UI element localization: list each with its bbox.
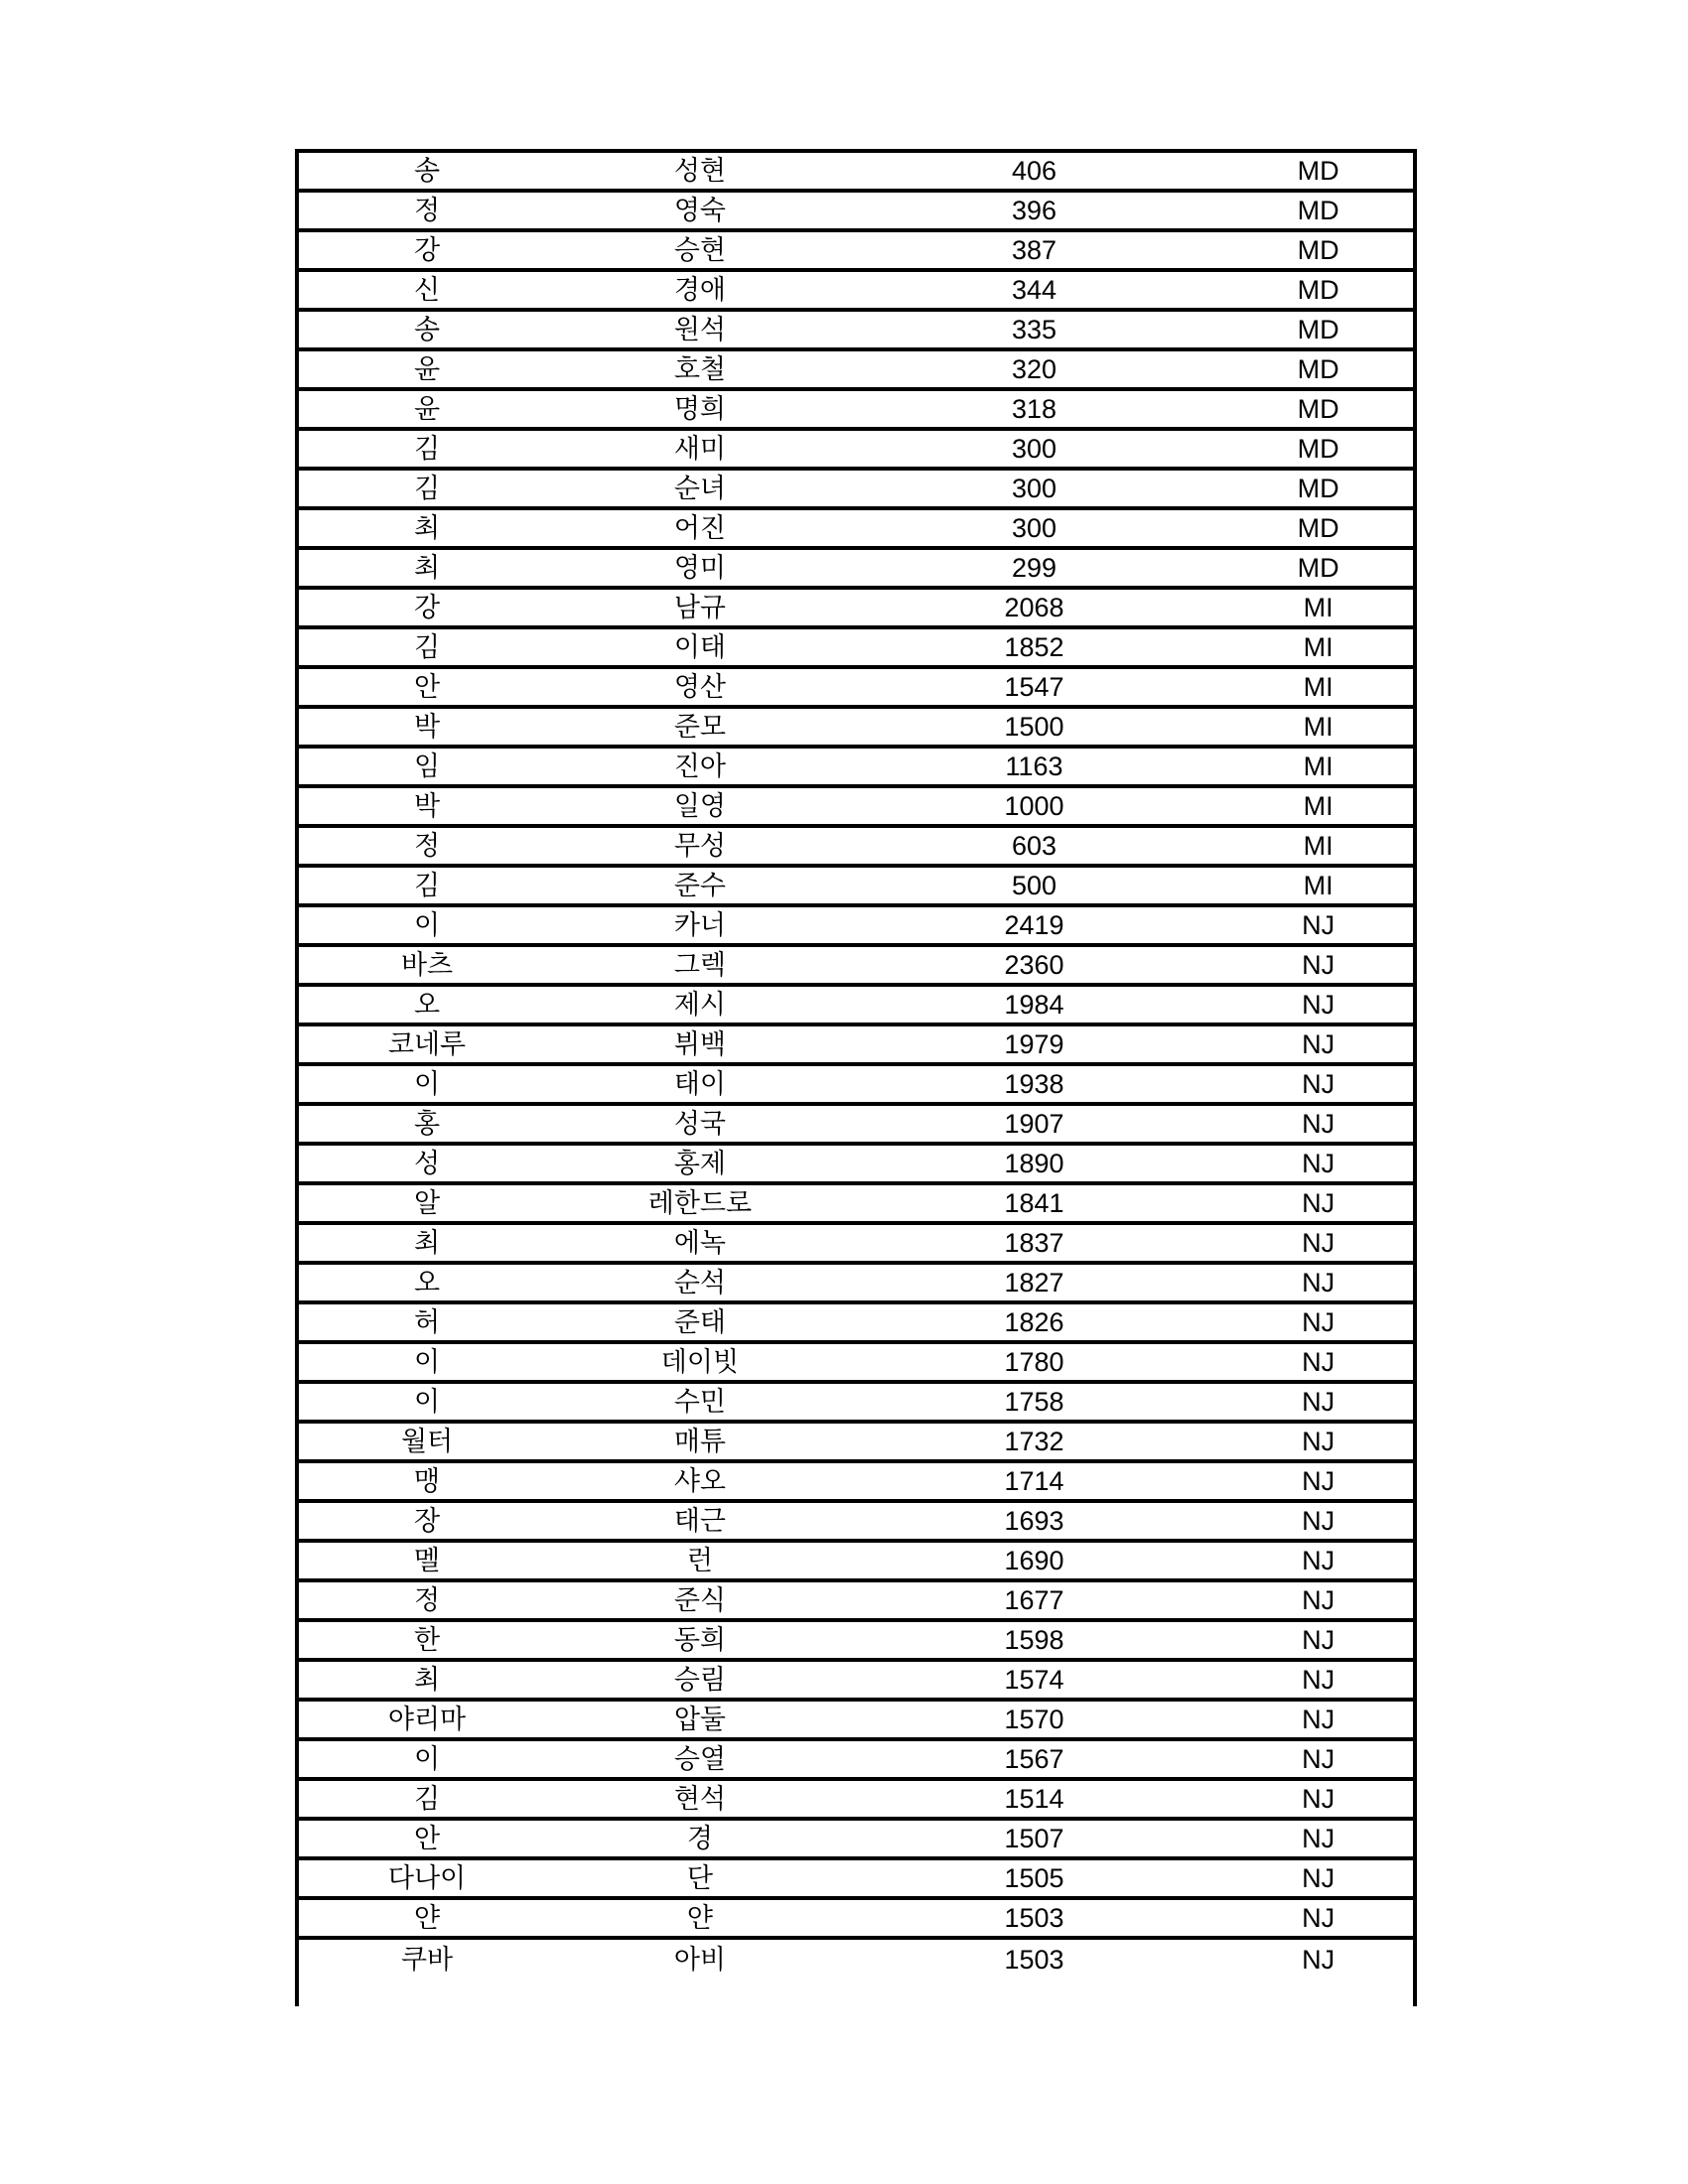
cell-last-name: 성 xyxy=(413,1149,441,1178)
cell-first-name: 승열 xyxy=(673,1744,726,1774)
cell-first-name: 남규 xyxy=(673,593,726,622)
cell-state-code: NJ xyxy=(1302,910,1336,940)
cell-number: 1567 xyxy=(1004,1744,1064,1774)
cell-state-code: MD xyxy=(1297,474,1339,503)
cell-number: 603 xyxy=(1011,831,1057,861)
cell-state-code: MD xyxy=(1297,235,1339,265)
cell-state-code: NJ xyxy=(1302,1069,1336,1099)
cell-last-name: 김 xyxy=(413,1784,441,1814)
table-row xyxy=(299,391,1413,431)
table-row xyxy=(299,1225,1413,1265)
cell-last-name: 이 xyxy=(413,1069,441,1099)
cell-first-name: 원석 xyxy=(673,315,726,344)
cell-first-name: 준수 xyxy=(673,871,726,900)
cell-first-name: 무성 xyxy=(673,831,726,861)
cell-first-name: 태이 xyxy=(673,1069,726,1099)
cell-first-name: 이태 xyxy=(673,632,726,662)
table-row xyxy=(299,1384,1413,1424)
cell-first-name: 동희 xyxy=(673,1625,726,1655)
cell-last-name: 멜 xyxy=(413,1546,441,1575)
table-row xyxy=(299,1781,1413,1821)
cell-first-name: 현석 xyxy=(673,1784,726,1814)
cell-state-code: MD xyxy=(1297,553,1339,583)
cell-number: 299 xyxy=(1011,553,1057,583)
cell-first-name: 일영 xyxy=(673,791,726,821)
cell-state-code: NJ xyxy=(1302,1347,1336,1377)
cell-state-code: MI xyxy=(1303,871,1334,900)
table-row xyxy=(299,1741,1413,1781)
cell-first-name: 수민 xyxy=(673,1387,726,1417)
table-row xyxy=(299,193,1413,232)
cell-state-code: MD xyxy=(1297,196,1339,225)
cell-last-name: 바츠 xyxy=(400,950,454,980)
table-row xyxy=(299,1503,1413,1543)
cell-first-name: 경애 xyxy=(673,275,726,305)
table-row xyxy=(299,550,1413,590)
cell-state-code: MD xyxy=(1297,394,1339,424)
cell-last-name: 최 xyxy=(413,1665,441,1695)
cell-number: 1732 xyxy=(1004,1427,1064,1456)
cell-number: 387 xyxy=(1011,235,1057,265)
cell-last-name: 송 xyxy=(413,315,441,344)
table-row xyxy=(299,1106,1413,1146)
cell-first-name: 데이빗 xyxy=(660,1347,740,1377)
cell-first-name: 준모 xyxy=(673,712,726,742)
cell-last-name: 오 xyxy=(413,1268,441,1297)
cell-number: 1547 xyxy=(1004,672,1064,702)
cell-last-name: 이 xyxy=(413,1744,441,1774)
cell-last-name: 김 xyxy=(413,474,441,503)
cell-last-name: 다나이 xyxy=(387,1863,467,1893)
cell-state-code: NJ xyxy=(1302,1109,1336,1139)
cell-number: 300 xyxy=(1011,434,1057,464)
cell-last-name: 이 xyxy=(413,1347,441,1377)
cell-number: 1503 xyxy=(1004,1945,1064,1975)
cell-first-name: 호철 xyxy=(673,354,726,384)
table-row xyxy=(299,1424,1413,1463)
cell-last-name: 쿠바 xyxy=(400,1945,454,1975)
cell-first-name: 카너 xyxy=(673,910,726,940)
cell-first-name: 단 xyxy=(686,1863,713,1893)
cell-number: 500 xyxy=(1011,871,1057,900)
cell-first-name: 매튜 xyxy=(673,1427,726,1456)
cell-first-name: 순녀 xyxy=(673,474,726,503)
cell-state-code: NJ xyxy=(1302,1466,1336,1496)
cell-last-name: 최 xyxy=(413,513,441,543)
cell-state-code: MD xyxy=(1297,275,1339,305)
cell-last-name: 장 xyxy=(413,1506,441,1536)
cell-state-code: NJ xyxy=(1302,1945,1336,1975)
cell-last-name: 최 xyxy=(413,553,441,583)
cell-number: 344 xyxy=(1011,275,1057,305)
cell-first-name: 순석 xyxy=(673,1268,726,1297)
cell-state-code: MI xyxy=(1303,831,1334,861)
cell-last-name: 김 xyxy=(413,871,441,900)
cell-number: 1780 xyxy=(1004,1347,1064,1377)
cell-state-code: NJ xyxy=(1302,1625,1336,1655)
cell-state-code: MD xyxy=(1297,156,1339,186)
cell-state-code: NJ xyxy=(1302,1744,1336,1774)
cell-first-name: 승현 xyxy=(673,235,726,265)
cell-last-name: 정 xyxy=(413,1585,441,1615)
table-row xyxy=(299,788,1413,828)
table-row xyxy=(299,1900,1413,1940)
cell-first-name: 아비 xyxy=(673,1945,726,1975)
cell-first-name: 준식 xyxy=(673,1585,726,1615)
cell-number: 1758 xyxy=(1004,1387,1064,1417)
table-row xyxy=(299,947,1413,987)
cell-state-code: NJ xyxy=(1302,1268,1336,1297)
cell-number: 1505 xyxy=(1004,1863,1064,1893)
cell-last-name: 박 xyxy=(413,791,441,821)
cell-last-name: 송 xyxy=(413,156,441,186)
cell-number: 1827 xyxy=(1004,1268,1064,1297)
table-row xyxy=(299,1146,1413,1185)
cell-number: 406 xyxy=(1011,156,1057,186)
cell-state-code: MI xyxy=(1303,593,1334,622)
cell-last-name: 한 xyxy=(413,1625,441,1655)
table-row xyxy=(299,510,1413,550)
cell-number: 1000 xyxy=(1004,791,1064,821)
cell-number: 1714 xyxy=(1004,1466,1064,1496)
table-row xyxy=(299,1702,1413,1741)
cell-state-code: NJ xyxy=(1302,1387,1336,1417)
cell-number: 1574 xyxy=(1004,1665,1064,1695)
table-row xyxy=(299,351,1413,391)
cell-last-name: 홍 xyxy=(413,1109,441,1139)
table-row xyxy=(299,431,1413,471)
cell-state-code: NJ xyxy=(1302,1506,1336,1536)
cell-state-code: MD xyxy=(1297,434,1339,464)
cell-state-code: NJ xyxy=(1302,1149,1336,1178)
table-row xyxy=(299,828,1413,868)
cell-number: 1938 xyxy=(1004,1069,1064,1099)
cell-last-name: 박 xyxy=(413,712,441,742)
cell-number: 1852 xyxy=(1004,632,1064,662)
cell-last-name: 신 xyxy=(413,275,441,305)
cell-last-name: 강 xyxy=(413,235,441,265)
cell-number: 1514 xyxy=(1004,1784,1064,1814)
cell-last-name: 안 xyxy=(413,1824,441,1853)
data-table xyxy=(295,149,1417,2006)
cell-number: 1979 xyxy=(1004,1029,1064,1059)
cell-state-code: MD xyxy=(1297,513,1339,543)
cell-number: 1890 xyxy=(1004,1149,1064,1178)
table-row xyxy=(299,232,1413,272)
cell-state-code: NJ xyxy=(1302,1029,1336,1059)
cell-first-name: 진아 xyxy=(673,751,726,781)
cell-number: 1907 xyxy=(1004,1109,1064,1139)
table-row xyxy=(299,669,1413,709)
cell-first-name: 에녹 xyxy=(673,1228,726,1258)
table-row xyxy=(299,471,1413,510)
table-row xyxy=(299,1066,1413,1106)
cell-number: 1677 xyxy=(1004,1585,1064,1615)
cell-state-code: NJ xyxy=(1302,1546,1336,1575)
cell-number: 2360 xyxy=(1004,950,1064,980)
cell-number: 318 xyxy=(1011,394,1057,424)
cell-first-name: 그렉 xyxy=(673,950,726,980)
cell-state-code: NJ xyxy=(1302,1784,1336,1814)
cell-state-code: NJ xyxy=(1302,1228,1336,1258)
cell-state-code: MI xyxy=(1303,791,1334,821)
cell-number: 1693 xyxy=(1004,1506,1064,1536)
table-row xyxy=(299,1344,1413,1384)
cell-number: 1570 xyxy=(1004,1705,1064,1734)
table-row xyxy=(299,1543,1413,1582)
cell-last-name: 알 xyxy=(413,1188,441,1218)
table-row xyxy=(299,272,1413,312)
table-body xyxy=(299,153,1413,1979)
cell-state-code: MI xyxy=(1303,672,1334,702)
cell-last-name: 김 xyxy=(413,434,441,464)
cell-first-name: 새미 xyxy=(673,434,726,464)
table-row xyxy=(299,1860,1413,1900)
cell-first-name: 뷔백 xyxy=(673,1029,726,1059)
cell-state-code: MD xyxy=(1297,354,1339,384)
cell-last-name: 정 xyxy=(413,196,441,225)
cell-last-name: 오 xyxy=(413,990,441,1020)
table-row xyxy=(299,1582,1413,1622)
table-row xyxy=(299,907,1413,947)
cell-number: 1598 xyxy=(1004,1625,1064,1655)
cell-first-name: 런 xyxy=(686,1546,713,1575)
cell-first-name: 샤오 xyxy=(673,1466,726,1496)
cell-number: 1503 xyxy=(1004,1903,1064,1933)
cell-state-code: NJ xyxy=(1302,1824,1336,1853)
cell-last-name: 정 xyxy=(413,831,441,861)
cell-last-name: 월터 xyxy=(400,1427,454,1456)
table-row xyxy=(299,868,1413,907)
cell-state-code: NJ xyxy=(1302,1665,1336,1695)
table-row xyxy=(299,1662,1413,1702)
cell-state-code: NJ xyxy=(1302,1427,1336,1456)
cell-number: 1837 xyxy=(1004,1228,1064,1258)
cell-state-code: NJ xyxy=(1302,1903,1336,1933)
cell-number: 2068 xyxy=(1004,593,1064,622)
cell-first-name: 레한드로 xyxy=(647,1188,753,1218)
cell-first-name: 영산 xyxy=(673,672,726,702)
table-row xyxy=(299,987,1413,1026)
cell-last-name: 김 xyxy=(413,632,441,662)
cell-number: 1690 xyxy=(1004,1546,1064,1575)
clipped-row xyxy=(299,1979,1413,2006)
table-row xyxy=(299,709,1413,749)
table-row xyxy=(299,629,1413,669)
cell-last-name: 야리마 xyxy=(387,1705,467,1734)
cell-last-name: 윤 xyxy=(413,394,441,424)
cell-number: 320 xyxy=(1011,354,1057,384)
cell-first-name: 승림 xyxy=(673,1665,726,1695)
cell-last-name: 코네루 xyxy=(387,1029,467,1059)
cell-last-name: 최 xyxy=(413,1228,441,1258)
cell-number: 1984 xyxy=(1004,990,1064,1020)
cell-last-name: 허 xyxy=(413,1307,441,1337)
cell-last-name: 강 xyxy=(413,593,441,622)
cell-number: 1826 xyxy=(1004,1307,1064,1337)
cell-state-code: NJ xyxy=(1302,1307,1336,1337)
cell-number: 1841 xyxy=(1004,1188,1064,1218)
cell-last-name: 맹 xyxy=(413,1466,441,1496)
cell-state-code: NJ xyxy=(1302,1705,1336,1734)
cell-last-name: 임 xyxy=(413,751,441,781)
cell-last-name: 이 xyxy=(413,1387,441,1417)
cell-state-code: NJ xyxy=(1302,1863,1336,1893)
table-row xyxy=(299,1622,1413,1662)
table-row xyxy=(299,1026,1413,1066)
cell-first-name: 압둘 xyxy=(673,1705,726,1734)
cell-first-name: 홍제 xyxy=(673,1149,726,1178)
cell-first-name: 성현 xyxy=(673,156,726,186)
table-row xyxy=(299,1463,1413,1503)
table-row xyxy=(299,590,1413,629)
cell-number: 1163 xyxy=(1005,751,1063,781)
table-row xyxy=(299,1185,1413,1225)
cell-state-code: MD xyxy=(1297,315,1339,344)
cell-first-name: 어진 xyxy=(673,513,726,543)
cell-state-code: MI xyxy=(1303,712,1334,742)
table-row xyxy=(299,153,1413,193)
table-row xyxy=(299,1304,1413,1344)
cell-state-code: NJ xyxy=(1302,1585,1336,1615)
cell-number: 2419 xyxy=(1004,910,1064,940)
cell-number: 396 xyxy=(1011,196,1057,225)
cell-first-name: 준태 xyxy=(673,1307,726,1337)
cell-last-name: 안 xyxy=(413,672,441,702)
cell-first-name: 명희 xyxy=(673,394,726,424)
cell-number: 300 xyxy=(1011,513,1057,543)
cell-first-name: 성국 xyxy=(673,1109,726,1139)
cell-first-name: 태근 xyxy=(673,1506,726,1536)
cell-first-name: 영미 xyxy=(673,553,726,583)
cell-state-code: MI xyxy=(1303,751,1334,781)
cell-state-code: NJ xyxy=(1302,1188,1336,1218)
table-row xyxy=(299,312,1413,351)
cell-first-name: 얀 xyxy=(686,1903,713,1933)
cell-first-name: 경 xyxy=(686,1824,713,1853)
table-row xyxy=(299,749,1413,788)
cell-last-name: 얀 xyxy=(413,1903,441,1933)
cell-state-code: NJ xyxy=(1302,950,1336,980)
cell-last-name: 윤 xyxy=(413,354,441,384)
table-row xyxy=(299,1265,1413,1304)
cell-state-code: MI xyxy=(1303,632,1334,662)
cell-first-name: 영숙 xyxy=(673,196,726,225)
cell-number: 1507 xyxy=(1004,1824,1064,1853)
cell-first-name: 제시 xyxy=(673,990,726,1020)
cell-number: 300 xyxy=(1011,474,1057,503)
table-row xyxy=(299,1821,1413,1860)
cell-number: 335 xyxy=(1011,315,1057,344)
cell-state-code: NJ xyxy=(1302,990,1336,1020)
cell-number: 1500 xyxy=(1004,712,1064,742)
cell-last-name: 이 xyxy=(413,910,441,940)
table-row xyxy=(299,1940,1413,1979)
